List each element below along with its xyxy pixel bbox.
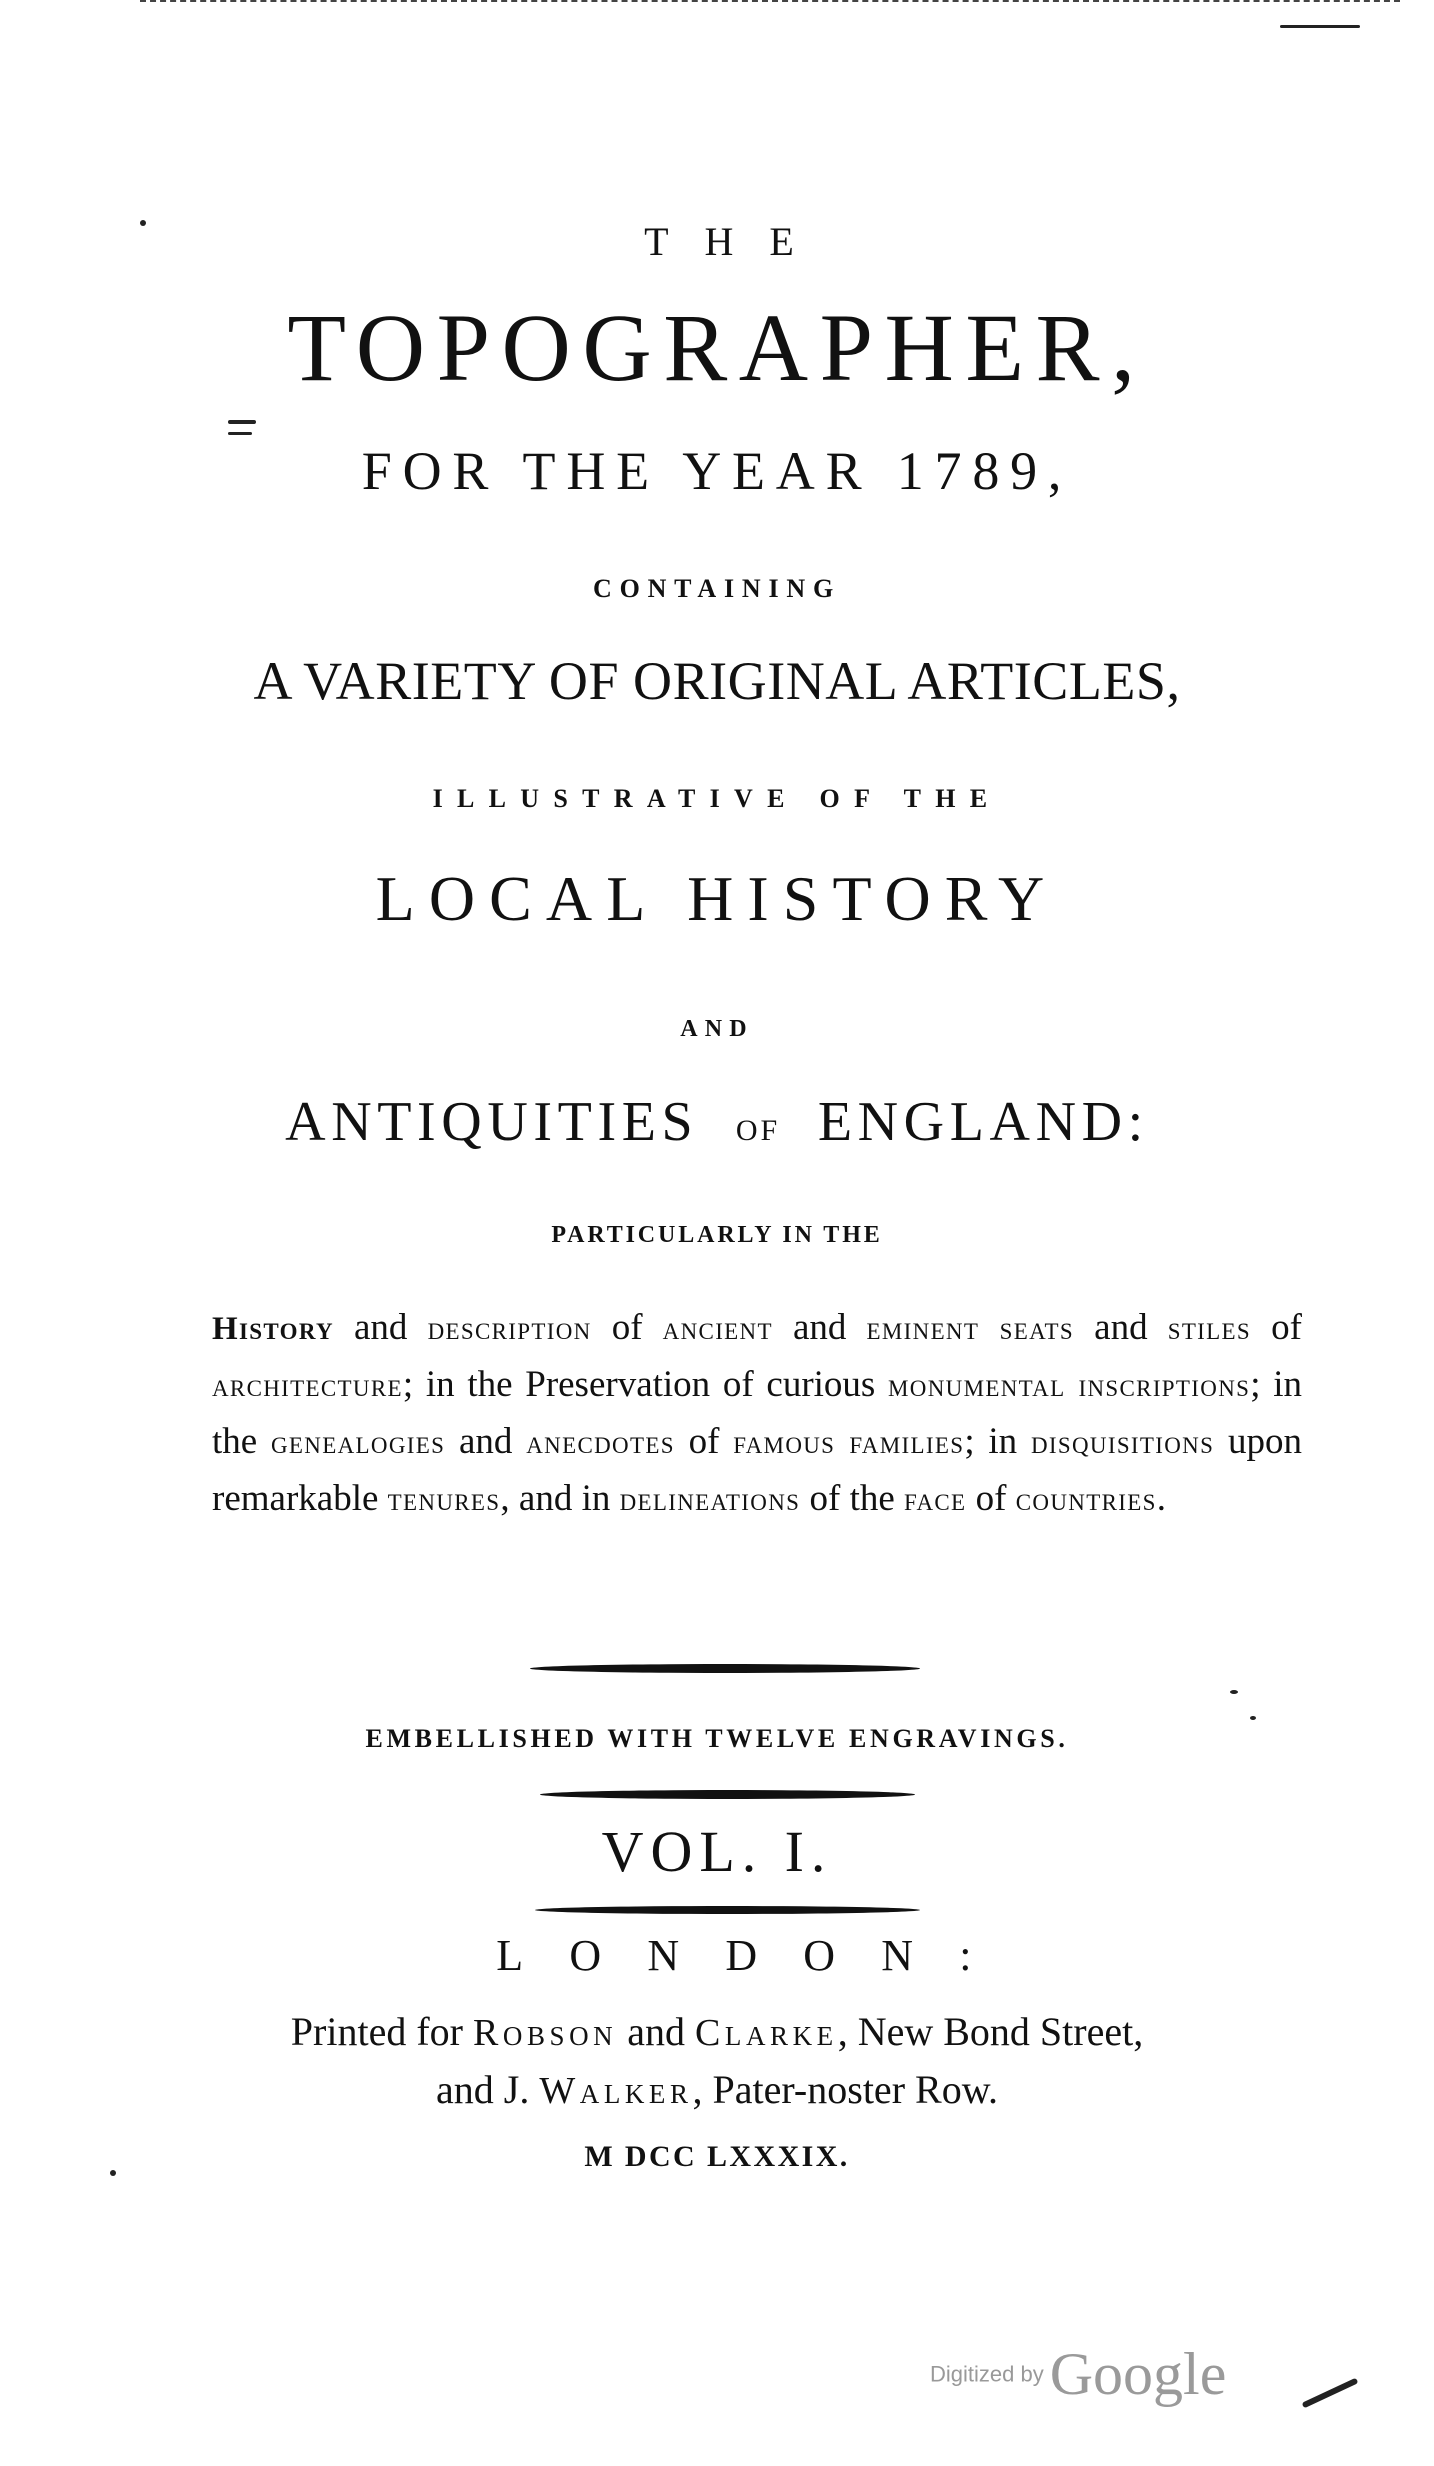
divider-rule [540, 1790, 915, 1799]
imprint-line-2 [0, 2066, 1434, 2113]
desc-description: description [427, 1311, 592, 1347]
divider-rule [530, 1664, 920, 1673]
antiquities-line [0, 1090, 1434, 1154]
desc-text: and [333, 1307, 428, 1348]
digitized-by-google-watermark [930, 2340, 1226, 2409]
scan-speck [140, 220, 146, 226]
particularly-line: PARTICULARLY IN THE [551, 1222, 883, 1248]
digitized-by-text: Digitized by [930, 2361, 1044, 2387]
imprint-clarke: Clarke [694, 2012, 838, 2054]
desc-stiles: stiles [1167, 1311, 1252, 1347]
scan-speck [228, 432, 252, 435]
imprint-text: , Pater-noster Row. [692, 2067, 998, 2112]
book-title: TOPOGRAPHER, [287, 294, 1147, 401]
imprint-text: Printed for [290, 2009, 473, 2054]
desc-anecdotes: anecdotes [526, 1425, 675, 1461]
imprint-text: , New Bond Street, [837, 2009, 1144, 2054]
desc-monumental-inscriptions: monumental inscriptions [888, 1368, 1251, 1404]
desc-text: , and in [500, 1478, 620, 1519]
embellished-line: EMBELLISHED WITH TWELVE ENGRAVINGS. [365, 1724, 1069, 1753]
description-paragraph [212, 1300, 1302, 1528]
desc-text: ; in the [212, 1364, 1303, 1462]
imprint-text: and [617, 2009, 695, 2054]
desc-text: ; in [964, 1421, 1031, 1462]
top-edge-mark [140, 0, 1400, 8]
and-line: AND [680, 1016, 754, 1042]
desc-text: ; in the Preservation of curious [402, 1364, 889, 1405]
containing-line: CONTAINING [593, 574, 841, 603]
desc-text: and [772, 1307, 867, 1348]
desc-text: of [674, 1421, 734, 1462]
scan-speck [1280, 25, 1360, 28]
desc-delineations: delineations [619, 1482, 801, 1518]
desc-countries: countries [1015, 1482, 1157, 1518]
date-line: M DCC LXXXIX. [584, 2140, 850, 2173]
google-logo: Google [1049, 2341, 1227, 2407]
england-word: ENGLAND: [817, 1091, 1149, 1153]
local-history-line: LOCAL HISTORY [375, 863, 1059, 934]
scan-speck [110, 2170, 116, 2176]
imprint-robson: Robson [472, 2012, 618, 2054]
imprint-text: and J. [436, 2067, 540, 2112]
desc-genealogies: genealogies [271, 1425, 446, 1461]
desc-text: of [1251, 1307, 1302, 1348]
year-line: FOR THE YEAR 1789, [361, 441, 1073, 501]
scan-speck [1230, 1690, 1238, 1694]
desc-text: and [1074, 1307, 1168, 1348]
volume-line: VOL. I. [601, 1819, 833, 1884]
desc-architecture: architecture [212, 1368, 403, 1404]
desc-text: of [966, 1478, 1016, 1519]
desc-tenures: tenures [387, 1482, 501, 1518]
desc-text: and [445, 1421, 527, 1462]
desc-eminent-seats: eminent seats [866, 1311, 1075, 1347]
antiquities-of: OF [735, 1114, 781, 1147]
imprint-walker: Walker [539, 2070, 693, 2112]
scan-speck [1302, 2378, 1359, 2409]
desc-ancient: ancient [662, 1311, 773, 1347]
desc-face: face [904, 1482, 967, 1518]
desc-famous-families: famous families [733, 1425, 965, 1461]
imprint-line-1 [0, 2008, 1434, 2055]
desc-disquisitions: disquisitions [1030, 1425, 1215, 1461]
variety-line: A VARIETY OF ORIGINAL ARTICLES, [253, 651, 1181, 711]
antiquities-word: ANTIQUITIES [285, 1091, 699, 1153]
divider-rule [535, 1906, 920, 1914]
heading-the: THE [644, 219, 830, 264]
illustrative-line: ILLUSTRATIVE OF THE [432, 784, 1002, 813]
scan-speck [228, 420, 256, 424]
scan-speck [1250, 1716, 1256, 1720]
desc-text: . [1156, 1478, 1166, 1519]
desc-text: of [591, 1307, 663, 1348]
desc-history: History [212, 1311, 334, 1347]
london-line: LONDON: [496, 1931, 1018, 1980]
desc-text: upon remarkable [212, 1421, 1303, 1519]
desc-text: of the [800, 1478, 905, 1519]
